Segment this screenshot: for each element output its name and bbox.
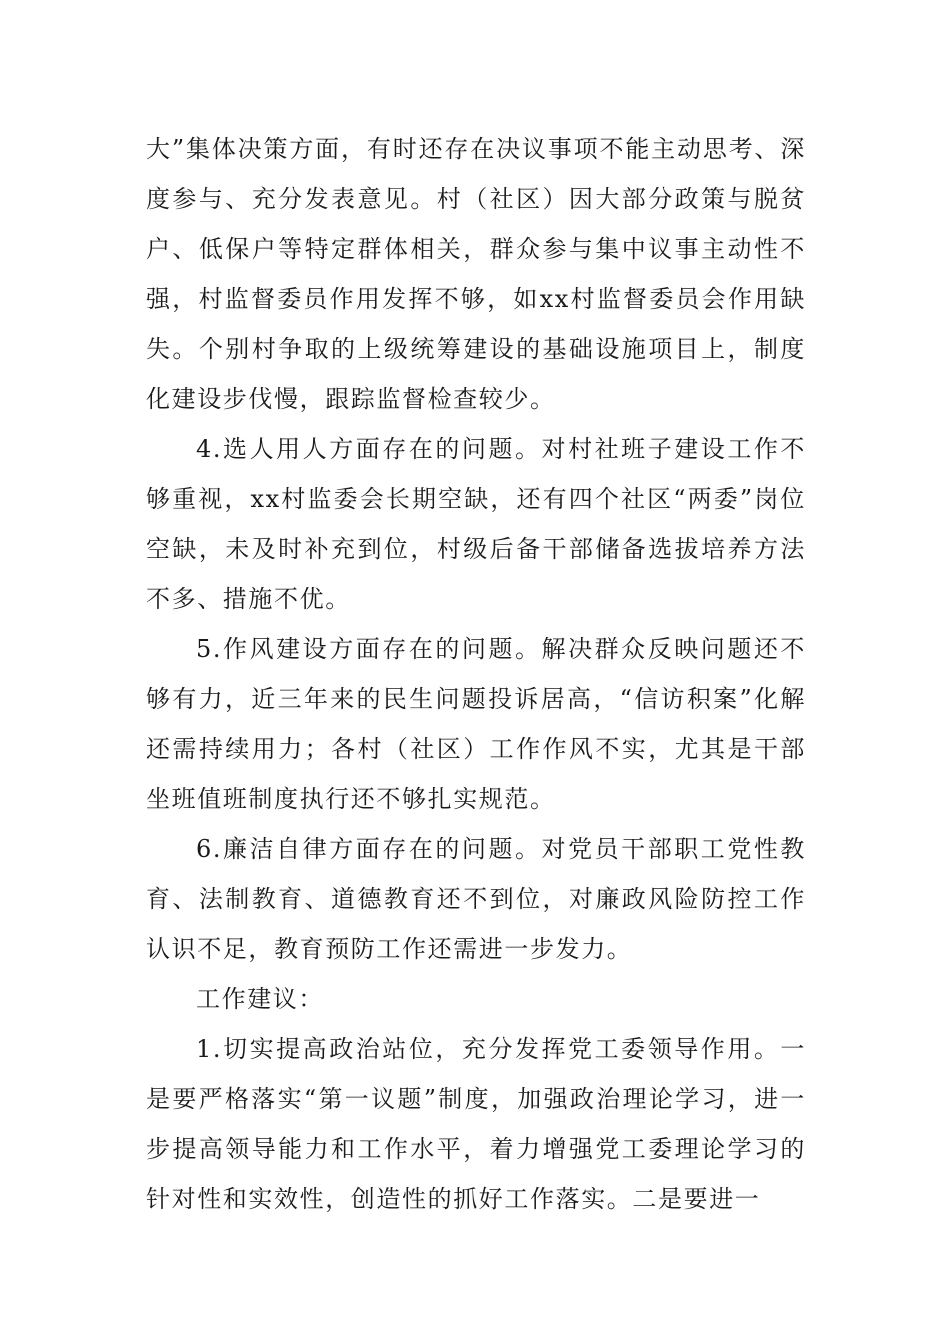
paragraph-item-4: 4.选人用人方面存在的问题。对村社班子建设工作不够重视，xx村监委会长期空缺，还有四个社区“两委”岗位空缺，未及时补充到位，村级后备干部储备选拔培养方法不多、措施不优。 <box>146 435 806 613</box>
section-heading-work-suggestions: 工作建议： <box>196 985 324 1013</box>
document-body <box>146 124 806 1224</box>
paragraph-item-5: 5.作风建设方面存在的问题。解决群众反映问题还不够有力，近三年来的民生问题投诉居高，“信访积案”化解还需持续用力；各村（社区）工作作风不实，尤其是干部坐班值班制度执行还不够扎实规范。 <box>146 635 806 813</box>
paragraph-continuation: 大”集体决策方面，有时还存在决议事项不能主动思考、深度参与、充分发表意见。村（社区）因大部分政策与脱贫户、低保户等特定群体相关，群众参与集中议事主动性不强，村监督委员作用发挥不够，如xx村监督委员会作用缺失。个别村争取的上级统筹建设的基础设施项目上，制度化建设步伐慢，跟踪监督检查较少。 <box>146 135 806 413</box>
paragraph-suggestion-1: 1.切实提高政治站位，充分发挥党工委领导作用。一是要严格落实“第一议题”制度，加强政治理论学习，进一步提高领导能力和工作水平，着力增强党工委理论学习的针对性和实效性，创造性的抓好工作落实。二是要进一 <box>146 1035 806 1213</box>
paragraph-item-6: 6.廉洁自律方面存在的问题。对党员干部职工党性教育、法制教育、道德教育还不到位，对廉政风险防控工作认识不足，教育预防工作还需进一步发力。 <box>146 835 806 963</box>
